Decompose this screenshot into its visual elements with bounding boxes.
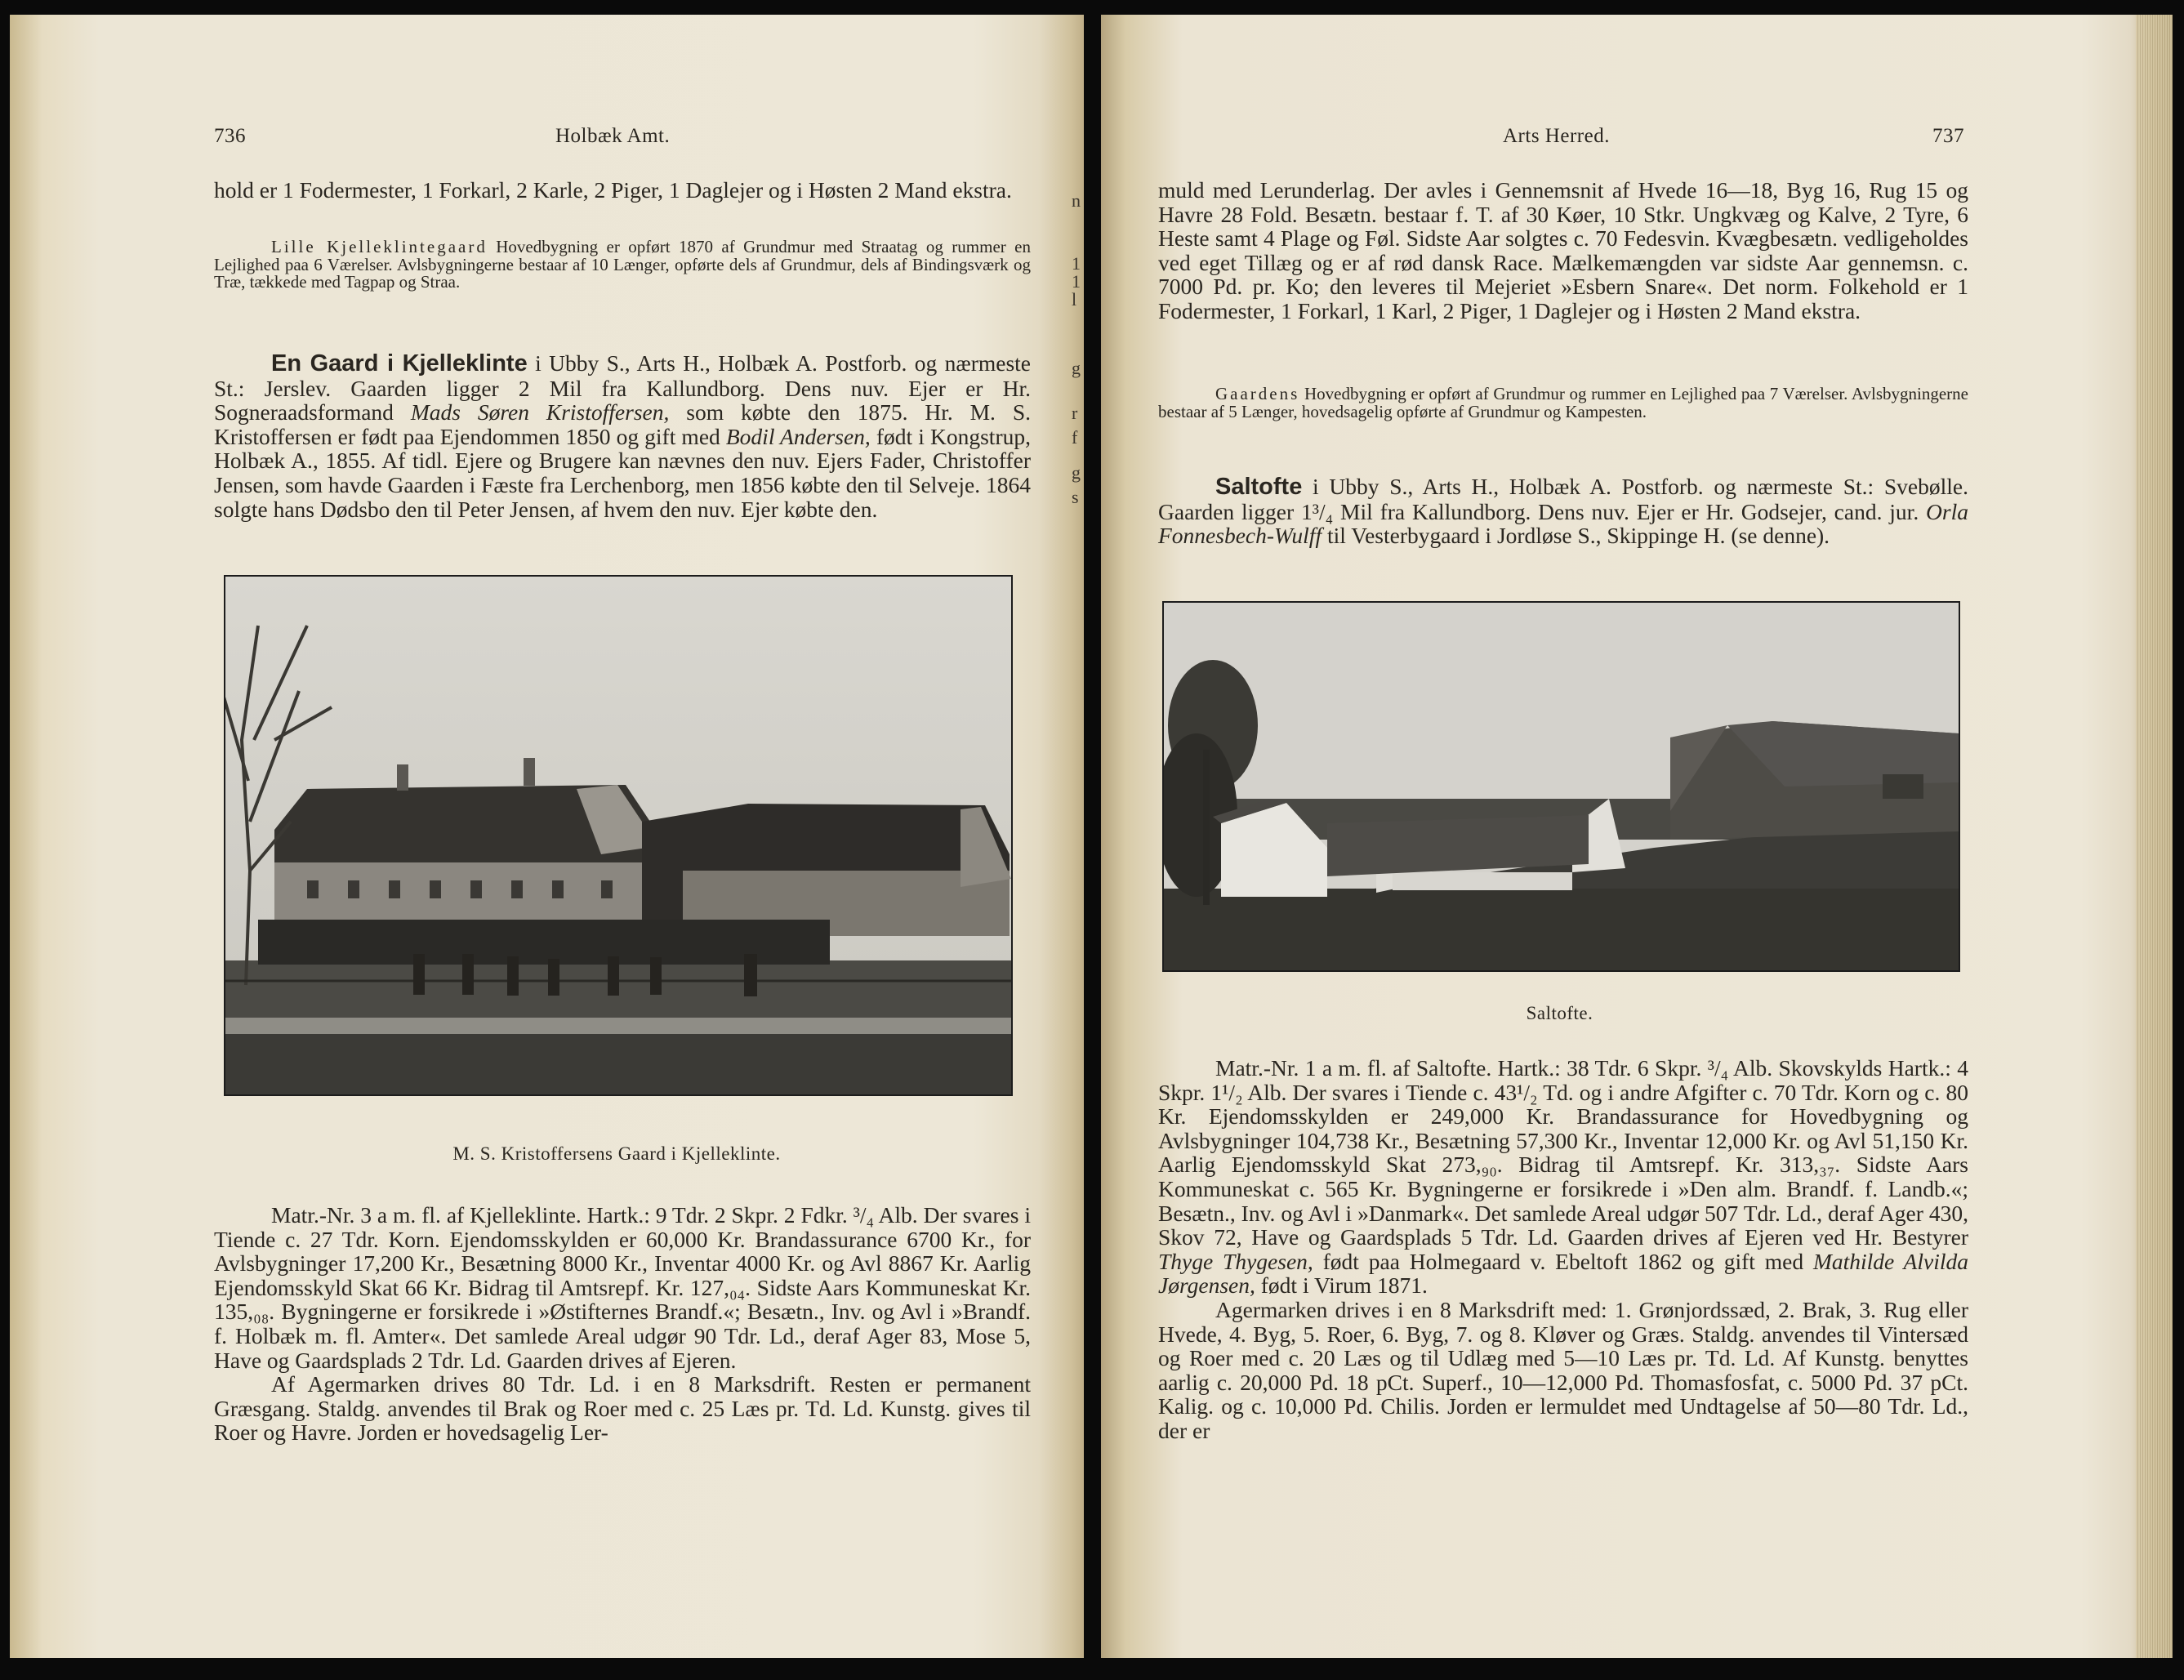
matr-text: Matr.-Nr. 1 a m. fl. af Saltofte. Hartk.: 38 Tdr. 6 Skpr. ³/₄ Alb. Skovskylds Hartk.: 4 Skpr. 1¹/₂ Alb. Der svares i Tiende c. 43¹/₂ Td. og i andre Afgifter c. 70 Tdr. Korn og c. 80 Kr. Ejendomsskylden er 249,000 Kr. Brandassurance for Hovedbygning og Avlsbygninger 104,738 Kr., Besætning 57,300 Kr., Inventar 12,000 Kr. og Avl 51,150 Kr. Aarlig Ejendomsskyld Skat 273,₉₀. Bidrag til Amtsrepf. Kr. 313,₃₇. Sidste Aars Kommuneskat c. 565 Kr. Bygningerne er forsikrede i »Den alm. Brandf. f. Landb.«; Besætn., Inv. og Avl i »Danmark«. Det samlede Areal udgør 507 Tdr. Ld., deraf Ager 430, Skov 72, Have og Gaardsplads 5 Tdr. Ld. Gaarden drives af Ejeren ved Hr. Bestyrer [1158,1055,1968,1250]
note-text: Hovedbygning er opført 1870 af Grundmur med Straatag og rummer en Lejlighed paa 6 Værelser. Avlsbygningerne bestaar af 10 Længer, opførte dels af Grundmur, dels af Bindingsværk og Træ, tækkede med Tagpap og Straa. [214,237,1031,292]
running-head: Holbæk Amt. [555,125,671,147]
note-lead: Lille Kjelleklintegaard [271,237,488,256]
page-number: 736 [214,125,246,147]
manager-wife: Mathilde Alvilda Jørgensen, [1158,1248,1968,1299]
entry-block [214,351,1031,521]
page-number: 737 [1932,125,1964,147]
matr-text-3: født i Virum 1871. [1255,1272,1428,1299]
margin-fragment: s [1072,487,1079,507]
margin-fragment: n [1072,190,1081,211]
matr-text-2: født paa Holmegaard v. Ebeltoft 1862 og gift med [1313,1248,1813,1274]
left-page [10,15,1084,1658]
top-paragraph: hold er 1 Fodermester, 1 Forkarl, 2 Karle, 2 Piger, 1 Daglejer og i Høsten 2 Mand ekstra. [214,177,1012,203]
photo-caption: M. S. Kristoffersens Gaard i Kjelleklinte. [452,1143,781,1164]
text-block [214,178,1031,203]
text-block [1158,178,1968,323]
margin-fragment: g [1072,358,1081,378]
matr-block [1158,1056,1968,1443]
margin-fragment: r [1072,403,1078,423]
note-lead: Gaardens [1215,384,1300,403]
ager-paragraph: Agermarken drives i en 8 Marksdrift med: 1. Grønjordssæd, 2. Brak, 3. Rug eller Hvede, 4. Byg, 5. Roer, 6. Byg, 7. og 8. Kløver og Græs. Staldg. anvendes til Vintersæd og Roer med c. 20 Læs og til Udlæg med 5—10 Læs pr. Td. Ld. Af Kunstg. benyttes aarlig c. 20,000 Pd. 18 pCt. Superf., 10—12,000 Pd. Thomasfosfat, c. 5000 Pd. 37 pCt. Kalig. og c. 10,000 Pd. Chilis. Jorden er lermuldet med Undtagelse af 50—80 Tdr. Ld., der er [1158,1296,1968,1443]
entry-text: i Ubby S., Arts H., Holbæk A. Postforb. og nærmeste St.: Svebølle. Gaarden ligger 1³/₄ Mil fra Kallundborg. Dens nuv. Ejer er Hr. Godsejer, cand. jur. [1158,474,1968,524]
margin-fragment: 1 [1072,253,1081,274]
margin-fragment: l [1072,289,1077,310]
saltofte-photo [1162,601,1960,972]
ager-paragraph: Af Agermarken drives 80 Tdr. Ld. i en 8 Marksdrift. Resten er permanent Græsgang. Staldg. anvendes til Brak og Roer med c. 25 Læs pr. Td. Ld. Kunstg. gives til Roer og Havre. Jorden er hovedsagelig Ler- [214,1371,1031,1446]
entry-text-2: til Vesterbygaard i Jordløse S., Skippinge H. (se denne). [1322,523,1830,549]
owner-name: Orla Fonnesbech-Wulff [1158,498,1968,549]
entry-title: Saltofte [1215,474,1303,500]
wife-name: Bodil Andersen, [725,423,871,449]
matr-paragraph: Matr.-Nr. 3 a m. fl. af Kjelleklinte. Hartk.: 9 Tdr. 2 Skpr. 2 Fdkr. ³/₄ Alb. Der svares i Tiende c. 27 Tdr. Korn. Ejendomsskylden er 60,000 Kr. Brandassurance 6700 Kr., for Avlsbygninger 17,200 Kr., Besætning 8000 Kr., Inventar 4000 Kr. og Avl 8867 Kr. Aarlig Ejendomsskyld Skat 66 Kr. Bidrag til Amtsrepf. Kr. 127,₀₄. Sidste Aars Kommuneskat Kr. 135,₀₈. Bygningerne er forsikrede i »Østifternes Brandf.«; Besætn., Inv. og Avl i »Brandf. f. Holbæk m. fl. Amter«. Det samlede Areal udgør 90 Tdr. Ld., deraf Ager 83, Mose 5, Have og Gaardsplads 2 Tdr. Ld. Gaarden drives af Ejeren. [214,1202,1031,1373]
margin-fragment: g [1072,462,1081,483]
entry-block [1158,475,1968,548]
running-head: Arts Herred. [1503,125,1610,147]
entry-title: En Gaard i Kjelleklinte [271,350,528,377]
farm-photo [224,575,1013,1096]
top-paragraph: muld med Lerunderlag. Der avles i Gennemsnit af Hvede 16—18, Byg 16, Rug 15 og Havre 28 Fold. Besætn. bestaar f. T. af 30 Køer, 10 Stkr. Ungkvæg og Kalve, 2 Tyre, 6 Heste samt 4 Plage og Føl. Sidste Aar solgtes c. 70 Fedesvin. Kvægbesætn. vedligeholdes ved eget Tillæg og er af rød dansk Race. Mælkemængden var sidste Aar gennemsn. c. 7000 Pd. pr. Ko; den leveres til Mejeriet »Esbern Snare«. Det norm. Folkehold er 1 Fodermester, 1 Forkarl, 1 Karl, 2 Piger, 1 Daglejer og i Høsten 2 Mand ekstra. [1158,177,1968,323]
entry-text-2: som købte den 1875. Hr. M. S. Kristoffersen er født paa Ejendommen 1850 og gift med [214,399,1031,449]
margin-fragment: 1 [1072,271,1081,292]
matr-block [214,1203,1031,1445]
building-note [214,238,1031,292]
building-note [1158,385,1968,421]
right-page [1101,15,2173,1658]
manager-name: Thyge Thygesen, [1158,1248,1313,1274]
margin-fragment: f [1072,427,1078,448]
photo-caption: Saltofte. [1526,1003,1593,1023]
entry-text: i Ubby S., Arts H., Holbæk A. Postforb. og nærmeste St.: Jerslev. Gaarden ligger 2 Mil fra Kallundborg. Dens nuv. Ejer er Hr. Sogneraadsformand [214,350,1031,426]
note-text: Hovedbygning er opført af Grundmur og rummer en Lejlighed paa 7 Værelser. Avlsbygningerne bestaar af 5 Længer, hovedsagelig opførte af Grundmur og Kampesten. [1158,384,1968,421]
entry-text-3: født i Kongstrup, Holbæk A., 1855. Af tidl. Ejere og Brugere kan nævnes den nuv. Ejers Fader, Christoffer Jensen, som havde Gaarden i Fæste fra Lerchenborg, men 1856 købte den til Selveje. 1864 solgte hans Dødsbo den til Peter Jensen, af hvem den nuv. Ejer købte den. [214,423,1031,522]
owner-name: Mads Søren Kristoffersen, [410,399,670,426]
